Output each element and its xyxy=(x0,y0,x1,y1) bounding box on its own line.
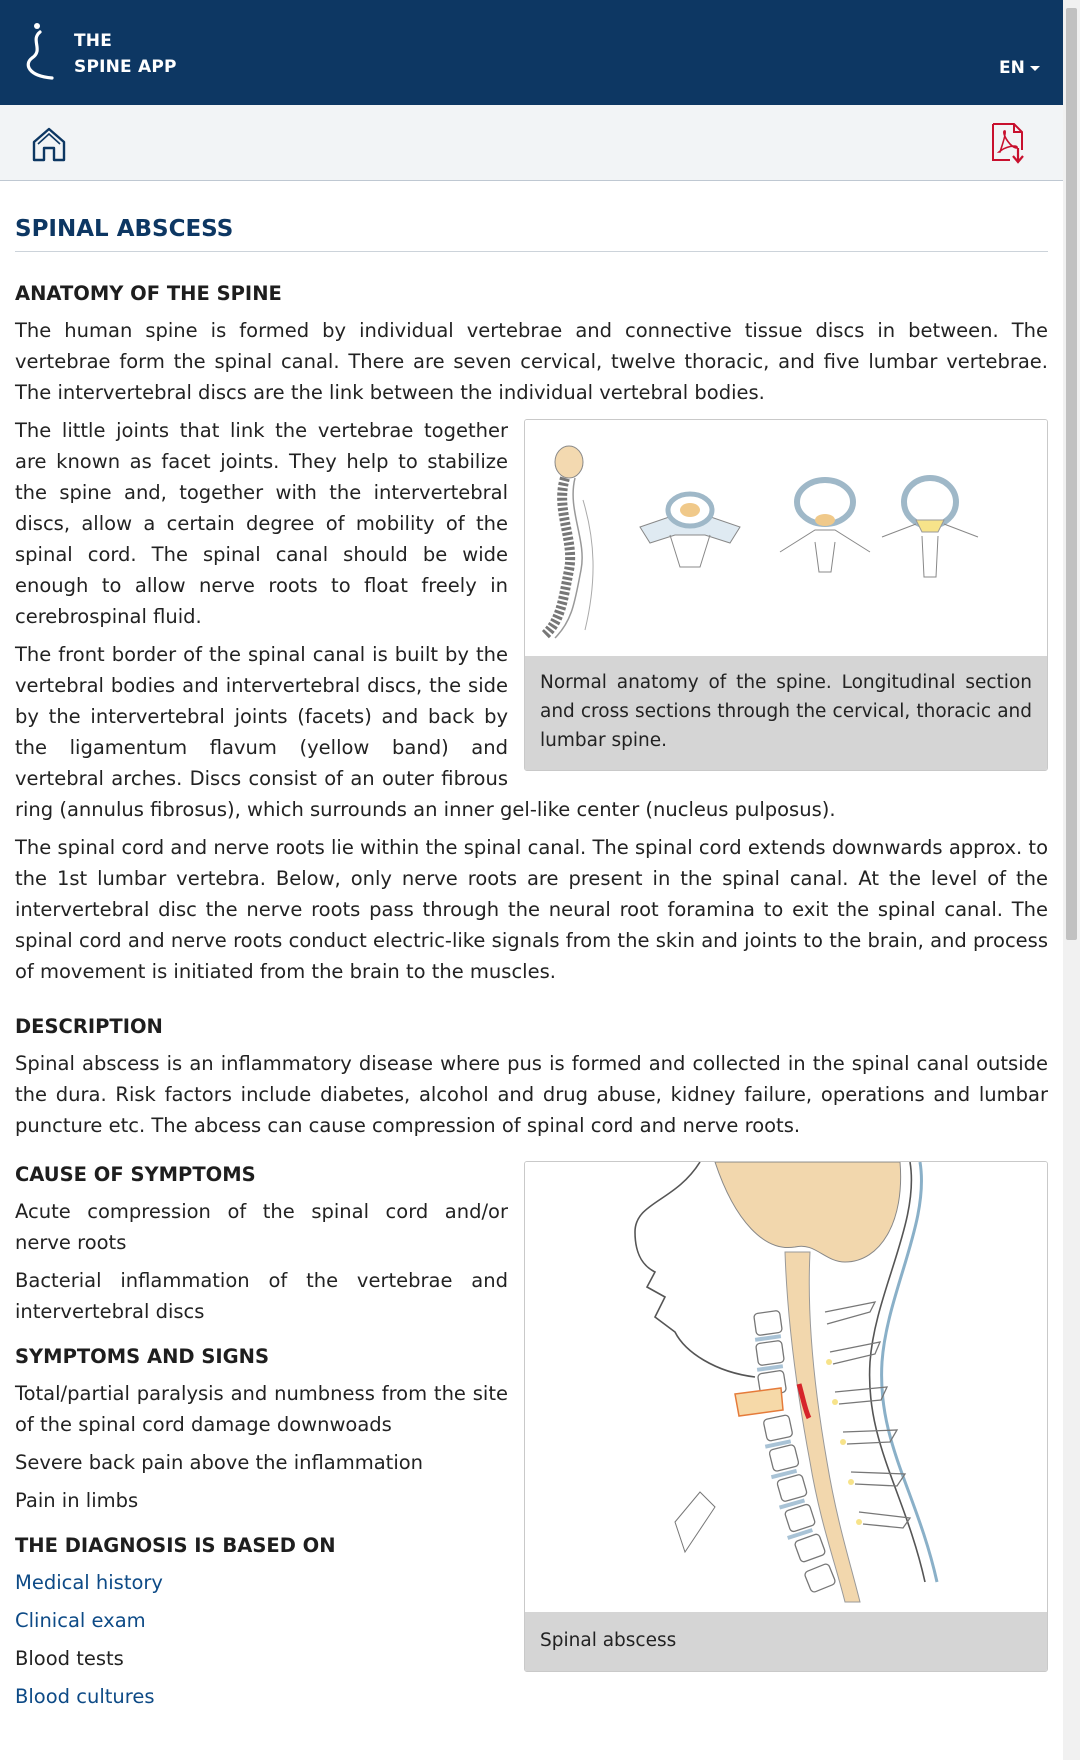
description-text: Spinal abscess is an inflammatory disease where pus is formed and collected in the spinal canal outside the dura. Risk factors include diabetes, alcohol and drug abuse, kidney failure, operations and lumbar puncture etc. The abcess can cause compression of spinal cord and nerve roots. xyxy=(15,1052,1048,1137)
app-title-line2: SPINE APP xyxy=(74,57,177,77)
section-description xyxy=(15,1011,1048,1141)
anatomy-paragraph-2: The little joints that link the vertebrae together are known as facet joints. They help to stabilize the spine and, together with the intervertebral discs, allow a certain degree of mobility of the spinal cord. The spinal canal should be wide enough to allow nerve roots to float freely in cerebrospinal fluid. xyxy=(15,419,508,628)
list-item: Acute compression of the spinal cord and/or nerve roots xyxy=(15,1200,508,1254)
list-item: Severe back pain above the inflammation xyxy=(15,1451,424,1474)
section-anatomy xyxy=(15,278,1048,987)
diagnosis-link-clinical-exam[interactable]: Clinical exam xyxy=(15,1609,146,1632)
anatomy-paragraph-4: The spinal cord and nerve roots lie within the spinal canal. The spinal cord extends downwards approx. to the 1st lumbar vertebra. Below, only nerve roots are present in the spinal canal. At the level of the intervertebral disc the nerve roots pass through the neural root foramina to exit the spinal canal. The spinal cord and nerve roots conduct electric-like signals from the skin and joints to the brain, and process of movement is initiated from the brain to the muscles. xyxy=(15,836,1048,983)
language-label: EN xyxy=(999,58,1025,78)
list-item: Blood tests xyxy=(15,1647,124,1670)
article xyxy=(15,180,1048,1719)
pdf-download-icon[interactable] xyxy=(990,122,1026,164)
spinal-abscess-illustration xyxy=(525,1162,1047,1612)
diagnosis-link-medical-history[interactable]: Medical history xyxy=(15,1571,163,1594)
figure-spinal-abscess[interactable] xyxy=(524,1161,1048,1672)
spine-logo-icon[interactable] xyxy=(18,20,58,82)
home-icon[interactable] xyxy=(30,125,68,163)
caret-down-icon xyxy=(1030,66,1040,71)
list-item: Pain in limbs xyxy=(15,1489,139,1512)
anatomy-paragraph-3: The front border of the spinal canal is built by the vertebral bodies and intervertebral discs, the side by the intervertebral joints (facets) and back by the ligamentum flavum (yellow band) and vertebral arches. Discs consist of an outer fibrous ring (annulus fibrosus), which surrounds an inner gel-like center (nucleus pulposus). xyxy=(15,643,836,821)
spine-anatomy-illustration xyxy=(525,420,1047,656)
section-heading-symptoms: SYMPTOMS AND SIGNS xyxy=(15,1345,270,1368)
app-title[interactable] xyxy=(74,28,177,80)
section-heading-anatomy: ANATOMY OF THE SPINE xyxy=(15,282,282,305)
section-heading-description: DESCRIPTION xyxy=(15,1015,163,1038)
app-title-line1: THE xyxy=(74,31,113,51)
language-dropdown[interactable] xyxy=(999,58,1040,78)
section-heading-causes: CAUSE OF SYMPTOMS xyxy=(15,1163,256,1186)
app-header xyxy=(0,0,1063,105)
figure-caption-anatomy: Normal anatomy of the spine. Longitudinal section and cross sections through the cervical, thoracic and lumbar spine. xyxy=(525,656,1047,770)
page-title: SPINAL ABSCESS xyxy=(15,214,1048,252)
scrollbar-thumb[interactable] xyxy=(1066,8,1077,940)
section-heading-diagnosis: THE DIAGNOSIS IS BASED ON xyxy=(15,1534,336,1557)
diagnosis-link-blood-cultures[interactable]: Blood cultures xyxy=(15,1685,155,1708)
list-item: Bacterial inflammation of the vertebrae and intervertebral discs xyxy=(15,1269,508,1323)
figure-normal-anatomy[interactable] xyxy=(524,419,1048,771)
figure-caption-abscess: Spinal abscess xyxy=(525,1612,1047,1671)
toolbar xyxy=(0,105,1063,181)
list-item: Total/partial paralysis and numbness from the site of the spinal cord damage downwoads xyxy=(15,1382,508,1436)
anatomy-paragraph-1: The human spine is formed by individual vertebrae and connective tissue discs in between. The vertebrae form the spinal canal. There are seven cervical, twelve thoracic, and five lumbar vertebrae. The intervertebral discs are the link between the individual vertebral bodies. xyxy=(15,319,1048,404)
